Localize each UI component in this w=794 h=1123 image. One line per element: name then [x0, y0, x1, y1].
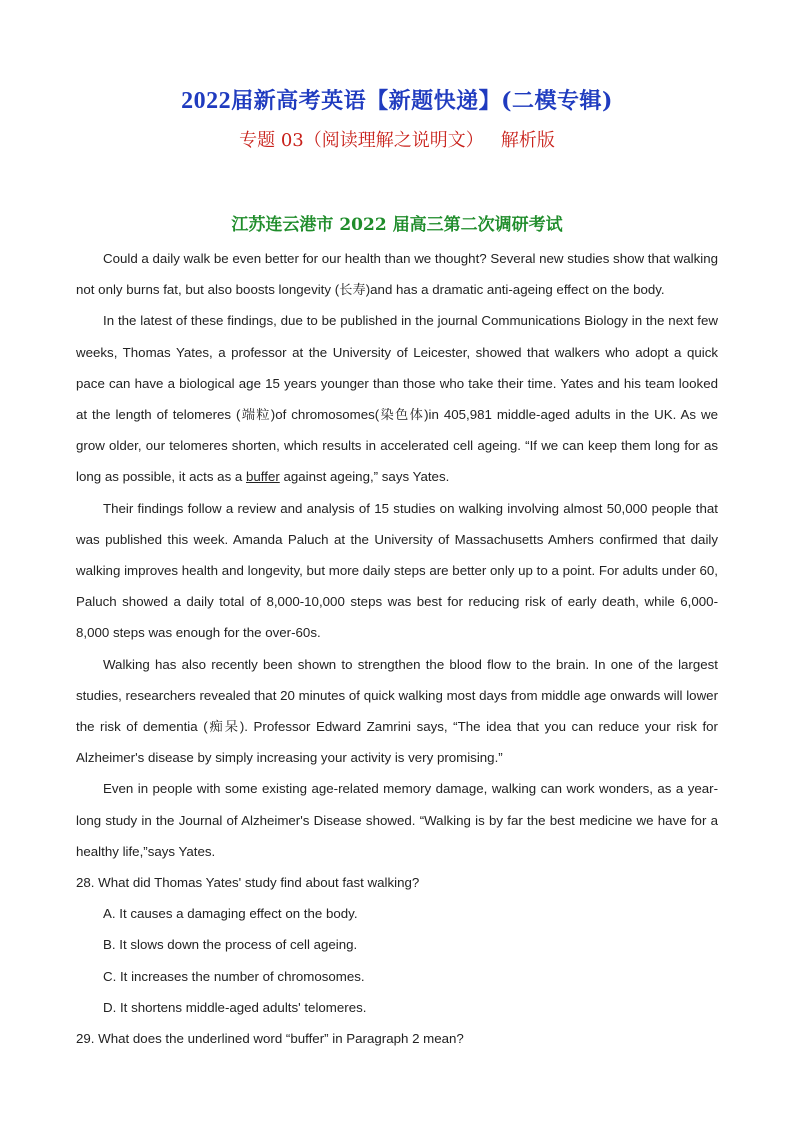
underlined-word-buffer: buffer: [246, 469, 280, 485]
passage-paragraph-3: Their findings follow a review and analysis of 15 studies on walking involving almost 50,000 people that was published this week. Amanda Paluch at the University of Massachusetts Amhers confirmed that daily walking improves health and longevity, but more daily steps are better only up to a point. For adults under 60, Paluch showed a daily total of 8,000-10,000 steps was best for reducing risk of early death, while 6,000-8,000 steps was enough for the over-60s.: [76, 500, 718, 641]
question-28-option-b: B. It slows down the process of cell ageing.: [103, 937, 358, 953]
question-29-stem: 29. What does the underlined word “buffer” in Paragraph 2 mean?: [76, 1031, 464, 1047]
question-28-option-d: D. It shortens middle-aged adults' telomeres.: [103, 999, 367, 1015]
paragraph-2-text-after: against ageing,” says Yates.: [279, 469, 450, 485]
passage-paragraph-5: Even in people with some existing age-related memory damage, walking can work wonders, as a year-long study in the Journal of Alzheimer's Disease showed. “Walking is by far the best medicine we have for a healthy life,”says Yates.: [76, 781, 718, 859]
document-title-text: 届新高考英语【新题快递】(二模专辑): [231, 88, 613, 114]
question-28-option-c: C. It increases the number of chromosomes.: [103, 968, 365, 984]
question-28-stem: 28. What did Thomas Yates' study find about fast walking?: [76, 875, 420, 891]
passage-body: [76, 243, 718, 1054]
paragraph-2-text-before: In the latest of these findings, due to be published in the journal Communications Biology in the next few weeks, Thomas Yates, a professor at the University of Leicester, showed that walkers who adopt a quick pace can have a biological age 15 years younger than those who take their time. Yates and his team looked at the length of telomeres (端粒)of chromosomes(染色体)in 405,981 middle-aged adults in the UK. As we grow older, our telomeres shorten, which results in accelerated cell ageing. “If we can keep them long for as long as possible, it acts as a: [76, 313, 718, 485]
question-28-option-a: A. It causes a damaging effect on the body.: [103, 906, 358, 922]
document-title: [0, 84, 794, 115]
passage-paragraph-2: [76, 305, 718, 492]
passage-paragraph-4: Walking has also recently been shown to strengthen the blood flow to the brain. In one of the largest studies, researchers revealed that 20 minutes of quick walking most days from middle age onwards will lower the risk of dementia (痴呆). Professor Edward Zamrini says, “The idea that you can reduce your risk for Alzheimer's disease by simply increasing your activity is very promising.”: [76, 656, 718, 766]
passage-paragraph-1: Could a daily walk be even better for our health than we thought? Several new studies show that walking not only burns fat, but also boosts longevity (长寿)and has a dramatic anti-ageing effect on the body.: [76, 251, 718, 298]
document-subtitle: 专题 03（阅读理解之说明文） 解析版: [239, 130, 555, 151]
document-title-year: 2022: [181, 88, 232, 114]
section-heading: 江苏连云港市 2022 届高三第二次调研考试: [231, 215, 563, 235]
